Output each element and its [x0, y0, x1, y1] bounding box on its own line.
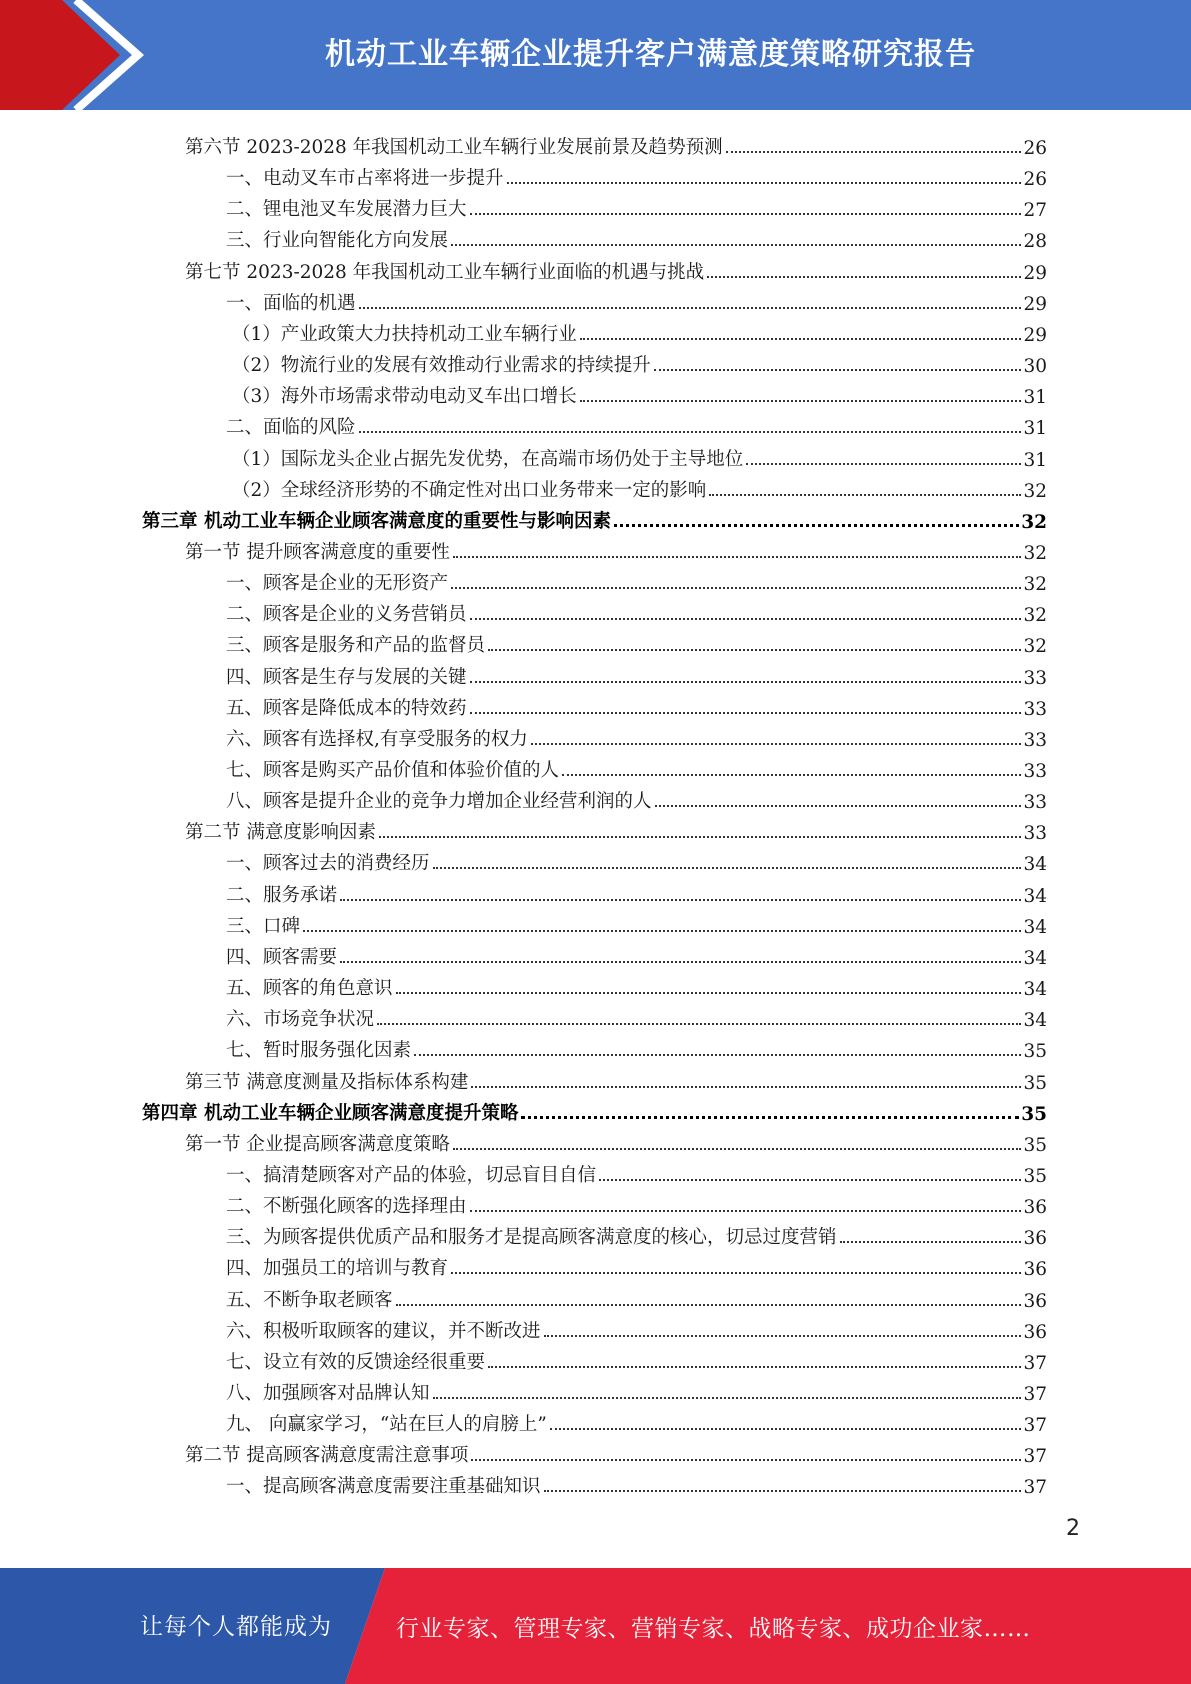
toc-entry[interactable]	[226, 221, 1047, 252]
toc-entry[interactable]	[226, 658, 1047, 689]
toc-dot-leader	[544, 1490, 1022, 1492]
toc-entry-title: 三、为顾客提供优质产品和服务才是提高顾客满意度的核心，切忌过度营销	[226, 1227, 837, 1249]
toc-entry-title: 一、电动叉车市占率将进一步提升	[226, 168, 504, 190]
toc-entry-page: 34	[1023, 885, 1047, 907]
toc-entry[interactable]	[226, 1405, 1047, 1436]
toc-entry[interactable]	[185, 533, 1047, 564]
toc-entry-page: 32	[1023, 636, 1047, 658]
toc-entry[interactable]	[185, 1436, 1047, 1467]
toc-entry[interactable]	[226, 720, 1047, 751]
toc-entry-title: 二、顾客是企业的义务营销员	[226, 604, 467, 626]
toc-dot-leader	[471, 1086, 1021, 1088]
toc-dot-leader	[709, 494, 1021, 496]
toc-dot-leader	[414, 1054, 1021, 1056]
toc-entry-title: 第二节 满意度影响因素	[185, 822, 376, 844]
toc-entry-page: 31	[1023, 449, 1047, 471]
toc-dot-leader	[451, 244, 1021, 246]
toc-entry-page: 35	[1023, 1134, 1047, 1156]
toc-entry[interactable]	[226, 595, 1047, 626]
toc-entry-page: 34	[1023, 947, 1047, 969]
toc-dot-leader	[451, 587, 1021, 589]
toc-entry[interactable]	[226, 564, 1047, 595]
toc-entry-title: 第一节 企业提高顾客满意度策略	[185, 1133, 450, 1155]
toc-entry-page: 37	[1023, 1384, 1047, 1405]
toc-entry-page: 37	[1023, 1477, 1047, 1499]
toc-entry-title: 三、行业向智能化方向发展	[226, 230, 449, 252]
footer-slogan-right: 行业专家、管理专家、营销专家、战略专家、成功企业家……	[396, 1616, 1031, 1642]
toc-entry-title: 第一节 提升顾客满意度的重要性	[185, 541, 450, 563]
toc-entry-title: 一、顾客是企业的无形资产	[226, 573, 449, 595]
toc-entry-title: 八、加强顾客对品牌认知	[226, 1383, 430, 1404]
toc-entry[interactable]	[185, 813, 1047, 844]
toc-entry-title: 六、市场竞争状况	[226, 1009, 375, 1031]
toc-dot-leader	[303, 930, 1021, 932]
toc-entry-page: 34	[1023, 979, 1047, 1001]
toc-entry[interactable]	[226, 1218, 1047, 1249]
toc-entry-title: （3）海外市场需求带动电动叉车出口增长	[232, 386, 577, 408]
toc-dot-leader	[433, 867, 1022, 869]
toc-entry-page: 26	[1023, 169, 1047, 191]
toc-entry[interactable]	[226, 1343, 1047, 1374]
toc-entry-page: 31	[1023, 418, 1047, 440]
toc-entry-page: 33	[1023, 792, 1047, 814]
toc-entry-page: 35	[1023, 1072, 1047, 1094]
toc-entry-page: 33	[1023, 698, 1047, 720]
toc-entry[interactable]	[226, 751, 1047, 782]
toc-entry-page: 32	[1023, 542, 1047, 564]
toc-dot-leader	[521, 1116, 1019, 1119]
toc-entry-page: 32	[1023, 605, 1047, 627]
toc-entry-page: 29	[1023, 262, 1047, 284]
toc-entry-page: 34	[1023, 916, 1047, 938]
toc-dot-leader	[470, 712, 1022, 714]
toc-chapter-entry[interactable]	[142, 502, 1047, 533]
toc-entry[interactable]	[226, 1000, 1047, 1031]
toc-entry-title: 四、顾客需要	[226, 946, 338, 968]
toc-dot-leader	[580, 338, 1022, 340]
toc-entry[interactable]	[226, 1249, 1047, 1280]
toc-entry-page: 32	[1021, 511, 1047, 533]
toc-dot-leader	[726, 151, 1022, 153]
toc-dot-leader	[359, 431, 1022, 433]
page-header	[0, 0, 1191, 110]
toc-dot-leader	[377, 1023, 1021, 1025]
toc-entry[interactable]	[232, 346, 1047, 377]
toc-dot-leader	[471, 1459, 1021, 1461]
toc-entry[interactable]	[226, 938, 1047, 969]
toc-entry[interactable]	[226, 689, 1047, 720]
toc-entry-title: 三、口碑	[226, 915, 301, 937]
toc-entry-page: 32	[1023, 480, 1047, 502]
toc-entry-title: 第三节 满意度测量及指标体系构建	[185, 1071, 469, 1093]
toc-entry-title: （2）物流行业的发展有效推动行业需求的持续提升	[232, 355, 651, 377]
toc-entry-title: 六、积极听取顾客的建议，并不断改进	[226, 1320, 541, 1342]
toc-entry-title: 六、顾客有选择权,有享受服务的权力	[226, 728, 528, 750]
toc-entry-page: 37	[1023, 1446, 1047, 1468]
toc-entry-page: 36	[1023, 1228, 1047, 1250]
toc-dot-leader	[655, 805, 1022, 807]
toc-dot-leader	[550, 1428, 1022, 1430]
toc-dot-leader	[707, 276, 1021, 278]
toc-entry-title: （1）国际龙头企业占据先发优势，在高端市场仍处于主导地位	[232, 448, 744, 470]
toc-dot-leader	[470, 681, 1022, 683]
toc-entry[interactable]	[232, 377, 1047, 408]
toc-entry[interactable]	[226, 190, 1047, 221]
page-footer	[0, 1568, 1191, 1684]
toc-entry-page: 36	[1023, 1321, 1047, 1343]
toc-entry-title: 四、顾客是生存与发展的关键	[226, 666, 467, 688]
footer-slogan-left: 让每个人都能成为	[140, 1614, 332, 1640]
toc-entry[interactable]	[226, 1467, 1047, 1498]
toc-chapter-entry[interactable]	[142, 1094, 1047, 1125]
toc-entry-title: 九、 向赢家学习，“站在巨人的肩膀上”	[226, 1414, 547, 1436]
toc-dot-leader	[451, 1272, 1021, 1274]
toc-entry-page: 36	[1023, 1197, 1047, 1219]
toc-dot-leader	[453, 556, 1022, 558]
toc-entry-page: 34	[1023, 1010, 1047, 1032]
toc-entry[interactable]	[232, 471, 1047, 502]
report-title: 机动工业车辆企业提升客户满意度策略研究报告	[325, 37, 976, 72]
toc-dot-leader	[433, 1397, 1022, 1399]
toc-entry-title: 第三章 机动工业车辆企业顾客满意度的重要性与影响因素	[142, 510, 611, 532]
toc-entry[interactable]	[232, 315, 1047, 346]
toc-entry-page: 33	[1023, 729, 1047, 751]
toc-entry[interactable]	[226, 1187, 1047, 1218]
toc-entry-page: 27	[1023, 200, 1047, 222]
toc-dot-leader	[453, 1148, 1022, 1150]
toc-entry-title: 七、暂时服务强化因素	[226, 1040, 412, 1062]
toc-entry-page: 29	[1023, 324, 1047, 346]
toc-dot-leader	[654, 369, 1022, 371]
toc-dot-leader	[840, 1241, 1022, 1243]
toc-entry-title: 七、顾客是购买产品价值和体验价值的人	[226, 760, 560, 781]
toc-dot-leader	[470, 618, 1022, 620]
toc-entry[interactable]	[226, 284, 1047, 315]
toc-dot-leader	[396, 1304, 1022, 1306]
toc-entry-title: 七、设立有效的反馈途经很重要	[226, 1351, 486, 1373]
toc-dot-leader	[359, 307, 1022, 309]
toc-entry-title: 二、服务承诺	[226, 884, 338, 906]
toc-entry-page: 33	[1023, 761, 1047, 782]
toc-dot-leader	[580, 400, 1022, 402]
toc-entry-page: 37	[1023, 1352, 1047, 1374]
toc-entry-page: 33	[1023, 667, 1047, 689]
toc-entry-title: 五、顾客的角色意识	[226, 978, 393, 1000]
toc-entry-title: 八、顾客是提升企业的竞争力增加企业经营利润的人	[226, 791, 652, 813]
toc-entry-title: 五、顾客是降低成本的特效药	[226, 697, 467, 719]
toc-entry-page: 33	[1023, 823, 1047, 845]
toc-entry[interactable]	[226, 969, 1047, 1000]
toc-entry-page: 36	[1023, 1259, 1047, 1281]
toc-entry[interactable]	[226, 1031, 1047, 1062]
toc-entry-title: 三、顾客是服务和产品的监督员	[226, 635, 486, 657]
toc-dot-leader	[531, 743, 1022, 745]
toc-entry-title: （2）全球经济形势的不确定性对出口业务带来一定的影响	[232, 479, 707, 501]
toc-dot-leader	[746, 463, 1021, 465]
toc-entry[interactable]	[226, 1374, 1047, 1405]
toc-entry[interactable]	[232, 440, 1047, 471]
toc-entry-title: 第七节 2023-2028 年我国机动工业车辆行业面临的机遇与挑战	[185, 261, 705, 283]
toc-entry[interactable]	[185, 1063, 1047, 1094]
toc-entry-title: 二、锂电池叉车发展潜力巨大	[226, 199, 467, 221]
toc-entry-title: 一、顾客过去的消费经历	[226, 853, 430, 875]
toc-entry-page: 26	[1023, 138, 1047, 159]
toc-entry-title: 第六节 2023-2028 年我国机动工业车辆行业发展前景及趋势预测	[185, 137, 723, 158]
toc-entry-page: 28	[1023, 231, 1047, 253]
toc-entry[interactable]	[226, 159, 1047, 190]
toc-entry-title: 一、提高顾客满意度需要注重基础知识	[226, 1476, 541, 1498]
toc-dot-leader	[340, 961, 1021, 963]
toc-dot-leader	[470, 1210, 1022, 1212]
toc-dot-leader	[396, 992, 1022, 994]
toc-entry-page: 30	[1023, 356, 1047, 378]
toc-entry-page: 37	[1023, 1415, 1047, 1437]
toc-entry-title: 二、面临的风险	[226, 417, 356, 439]
toc-entry[interactable]	[226, 626, 1047, 657]
toc-entry-title: （1）产业政策大力扶持机动工业车辆行业	[232, 323, 577, 345]
toc-entry-title: 一、搞清楚顾客对产品的体验，切忌盲目自信	[226, 1164, 597, 1186]
toc-entry-title: 四、加强员工的培训与教育	[226, 1258, 449, 1280]
toc-dot-leader	[507, 182, 1022, 184]
toc-dot-leader	[340, 899, 1021, 901]
toc-entry[interactable]	[185, 253, 1047, 284]
toc-entry-title: 第四章 机动工业车辆企业顾客满意度提升策略	[142, 1102, 519, 1124]
toc-entry-title: 二、不断强化顾客的选择理由	[226, 1196, 467, 1218]
toc-entry-page: 36	[1023, 1290, 1047, 1312]
toc-entry-title: 第二节 提高顾客满意度需注意事项	[185, 1445, 469, 1467]
toc-entry-page: 35	[1023, 1165, 1047, 1187]
toc-entry-page: 35	[1021, 1103, 1047, 1125]
toc-dot-leader	[599, 1179, 1021, 1181]
toc-entry[interactable]	[226, 408, 1047, 439]
toc-entry-page: 34	[1023, 854, 1047, 876]
toc-entry[interactable]	[226, 907, 1047, 938]
toc-entry-title: 一、面临的机遇	[226, 292, 356, 314]
toc-entry[interactable]	[226, 844, 1047, 875]
toc-entry[interactable]	[226, 1312, 1047, 1343]
toc-entry-page: 31	[1023, 387, 1047, 409]
toc-entry[interactable]	[185, 1125, 1047, 1156]
toc-dot-leader	[544, 1335, 1022, 1337]
toc-dot-leader	[562, 774, 1021, 776]
toc-dot-leader	[470, 213, 1022, 215]
toc-entry-page: 35	[1023, 1041, 1047, 1063]
toc-entry[interactable]	[226, 1281, 1047, 1312]
toc-dot-leader	[614, 524, 1019, 527]
toc-entry-page: 32	[1023, 574, 1047, 596]
toc-entry[interactable]	[226, 876, 1047, 907]
toc-entry-page: 29	[1023, 293, 1047, 315]
toc-entry-title: 五、不断争取老顾客	[226, 1289, 393, 1311]
toc-entry[interactable]	[226, 782, 1047, 813]
toc-dot-leader	[488, 649, 1021, 651]
toc-dot-leader	[379, 836, 1022, 838]
toc-entry[interactable]	[185, 128, 1047, 159]
toc-entry[interactable]	[226, 1156, 1047, 1187]
page-number: 2	[1066, 1516, 1080, 1541]
toc-dot-leader	[488, 1366, 1021, 1368]
